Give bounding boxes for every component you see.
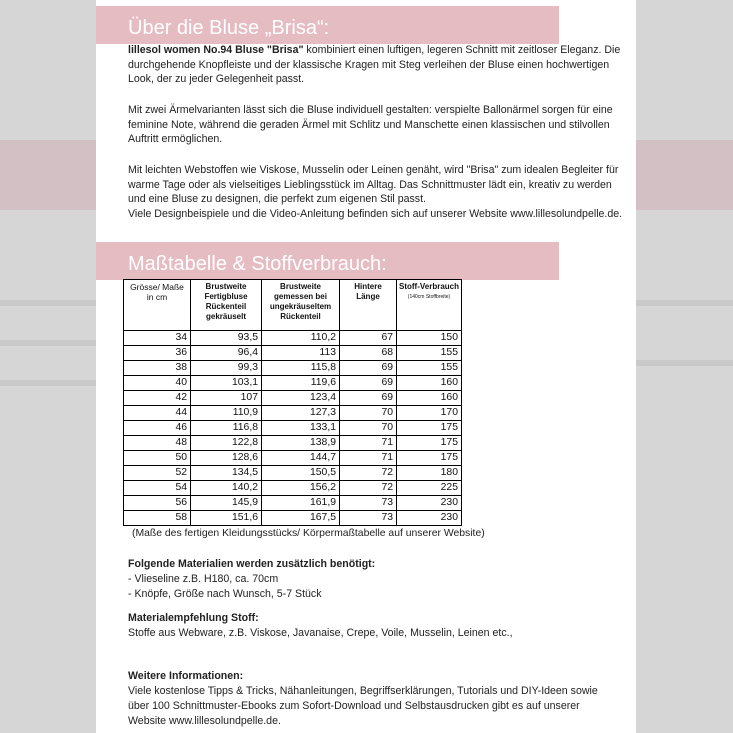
materials-title: Folgende Materialien werden zusätzlich benötigt: bbox=[128, 558, 376, 570]
table-cell: 138,9 bbox=[262, 436, 340, 451]
table-cell: 93,5 bbox=[191, 331, 262, 346]
table-cell: 122,8 bbox=[191, 436, 262, 451]
background-line bbox=[0, 300, 96, 306]
size-table bbox=[123, 279, 462, 526]
table-header-fabric-usage bbox=[397, 280, 462, 331]
table-cell: 230 bbox=[397, 496, 462, 511]
table-row bbox=[124, 451, 462, 466]
fabric-title: Materialempfehlung Stoff: bbox=[128, 612, 259, 624]
table-cell: 69 bbox=[340, 376, 397, 391]
background-line bbox=[636, 360, 733, 366]
table-cell: 46 bbox=[124, 421, 191, 436]
table-row bbox=[124, 391, 462, 406]
table-cell: 115,8 bbox=[262, 361, 340, 376]
table-cell: 123,4 bbox=[262, 391, 340, 406]
intro-paragraph-4-text: Viele Designbeispiele und die Video-Anleitung befinden sich auf unserer Website www.lillesolundpelle.de. bbox=[128, 207, 623, 220]
table-cell: 119,6 bbox=[262, 376, 340, 391]
table-cell: 73 bbox=[340, 496, 397, 511]
table-cell: 127,3 bbox=[262, 406, 340, 421]
intro-paragraph-1-text: kombiniert einen luftigen, legeren Schnitt mit zeitloser Eleganz. Die durchgehende Knopfleiste und der klassische Kragen mit Steg verleihen der Bluse einen hochwertigen Look, der zu jeder Gelegenheit passt. bbox=[128, 44, 621, 86]
intro-paragraph-2: Mit zwei Ärmelvarianten lässt sich die Bluse individuell gestalten: verspielte Ballonärmel sorgen für eine feminine Note, während die geraden Ärmel mit Schlitz und Manschette einen klassischen und stilvollen Auftritt ermöglichen. bbox=[128, 104, 613, 146]
table-row bbox=[124, 421, 462, 436]
background-line bbox=[636, 300, 733, 306]
table-cell: 68 bbox=[340, 346, 397, 361]
table-cell: 110,9 bbox=[191, 406, 262, 421]
table-cell: 116,8 bbox=[191, 421, 262, 436]
table-row bbox=[124, 511, 462, 526]
table-row bbox=[124, 481, 462, 496]
table-cell: 48 bbox=[124, 436, 191, 451]
intro-paragraph-1 bbox=[128, 43, 628, 87]
info-line-1: Viele kostenlose Tipps & Tricks, Nähanleitungen, Begriffserklärungen, Tutorials und DIY-Ideen sowie bbox=[128, 685, 598, 697]
table-cell: 134,5 bbox=[191, 466, 262, 481]
background-line bbox=[0, 340, 96, 346]
table-caption: (Maße des fertigen Kleidungsstücks/ Körpermaßtabelle auf unserer Website) bbox=[132, 528, 485, 539]
table-cell: 160 bbox=[397, 391, 462, 406]
table-cell: 70 bbox=[340, 421, 397, 436]
materials-item-buttons: - Knöpfe, Größe nach Wunsch, 5-7 Stück bbox=[128, 588, 322, 600]
materials-item-interfacing: - Vlieseline z.B. H180, ca. 70cm bbox=[128, 573, 279, 585]
info-line-3: Website www.lillesolundpelle.de. bbox=[128, 715, 281, 727]
table-cell: 107 bbox=[191, 391, 262, 406]
fabric-text: Stoffe aus Webware, z.B. Viskose, Javanaise, Crepe, Voile, Musselin, Leinen etc., bbox=[128, 627, 513, 639]
intro-paragraph-3 bbox=[128, 163, 628, 221]
table-cell: 128,6 bbox=[191, 451, 262, 466]
table-row bbox=[124, 496, 462, 511]
table-cell: 38 bbox=[124, 361, 191, 376]
table-row bbox=[124, 436, 462, 451]
table-cell: 225 bbox=[397, 481, 462, 496]
table-cell: 155 bbox=[397, 361, 462, 376]
table-cell: 144,7 bbox=[262, 451, 340, 466]
table-cell: 156,2 bbox=[262, 481, 340, 496]
table-header-chest-ungathered: Brustweite gemessen bei ungekräuseltem Rückenteil bbox=[262, 280, 340, 331]
table-cell: 180 bbox=[397, 466, 462, 481]
table-cell: 56 bbox=[124, 496, 191, 511]
background-right bbox=[636, 0, 733, 733]
table-cell: 150,5 bbox=[262, 466, 340, 481]
background-pink-band-left bbox=[0, 140, 96, 210]
table-cell: 52 bbox=[124, 466, 191, 481]
background-left bbox=[0, 0, 96, 733]
table-cell: 230 bbox=[397, 511, 462, 526]
section-banner-about: Über die Bluse „Brisa“: bbox=[96, 6, 559, 44]
table-cell: 161,9 bbox=[262, 496, 340, 511]
table-row bbox=[124, 346, 462, 361]
table-header-chest-gathered: Brustweite Fertigbluse Rückenteil gekräuselt bbox=[191, 280, 262, 331]
table-cell: 71 bbox=[340, 451, 397, 466]
table-row bbox=[124, 361, 462, 376]
table-cell: 72 bbox=[340, 466, 397, 481]
info-title: Weitere Informationen: bbox=[128, 670, 244, 682]
section-banner-size-table: Maßtabelle & Stoffverbrauch: bbox=[96, 242, 559, 280]
table-cell: 72 bbox=[340, 481, 397, 496]
table-header-fabric-usage-label: Stoff-Verbrauch bbox=[399, 282, 460, 291]
table-cell: 167,5 bbox=[262, 511, 340, 526]
table-cell: 58 bbox=[124, 511, 191, 526]
table-cell: 96,4 bbox=[191, 346, 262, 361]
table-cell: 150 bbox=[397, 331, 462, 346]
table-header-fabric-width: (140cm Stoffbreite) bbox=[407, 294, 451, 300]
size-table-body bbox=[124, 331, 462, 526]
table-cell: 175 bbox=[397, 451, 462, 466]
table-cell: 110,2 bbox=[262, 331, 340, 346]
background-pink-band-right bbox=[636, 140, 733, 210]
table-cell: 140,2 bbox=[191, 481, 262, 496]
table-cell: 69 bbox=[340, 391, 397, 406]
table-cell: 145,9 bbox=[191, 496, 262, 511]
table-cell: 103,1 bbox=[191, 376, 262, 391]
table-cell: 50 bbox=[124, 451, 191, 466]
table-row bbox=[124, 466, 462, 481]
table-header-size: Grösse/ Maße in cm bbox=[124, 280, 191, 331]
table-cell: 175 bbox=[397, 421, 462, 436]
table-cell: 34 bbox=[124, 331, 191, 346]
table-cell: 36 bbox=[124, 346, 191, 361]
table-cell: 71 bbox=[340, 436, 397, 451]
table-cell: 151,6 bbox=[191, 511, 262, 526]
table-cell: 69 bbox=[340, 361, 397, 376]
table-header-back-length: Hintere Länge bbox=[340, 280, 397, 331]
intro-paragraph-3-text: Mit leichten Webstoffen wie Viskose, Musselin oder Leinen genäht, wird "Brisa" zum idealen Begleiter für warme Tage oder als vielseitiges Lieblingsstück im Alltag. Das Schnittmuster lädt ein, kreativ zu werden und eine Bluse zu designen, die perfekt zum eigenen Stil passt. bbox=[128, 164, 619, 206]
table-cell: 133,1 bbox=[262, 421, 340, 436]
background-line bbox=[0, 380, 96, 386]
table-cell: 99,3 bbox=[191, 361, 262, 376]
table-cell: 160 bbox=[397, 376, 462, 391]
info-line-2: über 100 Schnittmuster-Ebooks zum Sofort-Download und Selbstausdrucken gibt es auf unserer bbox=[128, 700, 580, 712]
table-row bbox=[124, 406, 462, 421]
table-cell: 70 bbox=[340, 406, 397, 421]
table-cell: 54 bbox=[124, 481, 191, 496]
table-cell: 42 bbox=[124, 391, 191, 406]
table-cell: 155 bbox=[397, 346, 462, 361]
document-page bbox=[96, 0, 636, 733]
table-row bbox=[124, 331, 462, 346]
table-cell: 44 bbox=[124, 406, 191, 421]
table-cell: 73 bbox=[340, 511, 397, 526]
brand-name: lillesol women No.94 Bluse "Brisa" bbox=[128, 44, 304, 56]
table-cell: 175 bbox=[397, 436, 462, 451]
table-cell: 67 bbox=[340, 331, 397, 346]
table-cell: 40 bbox=[124, 376, 191, 391]
table-row bbox=[124, 376, 462, 391]
table-cell: 170 bbox=[397, 406, 462, 421]
table-cell: 113 bbox=[262, 346, 340, 361]
